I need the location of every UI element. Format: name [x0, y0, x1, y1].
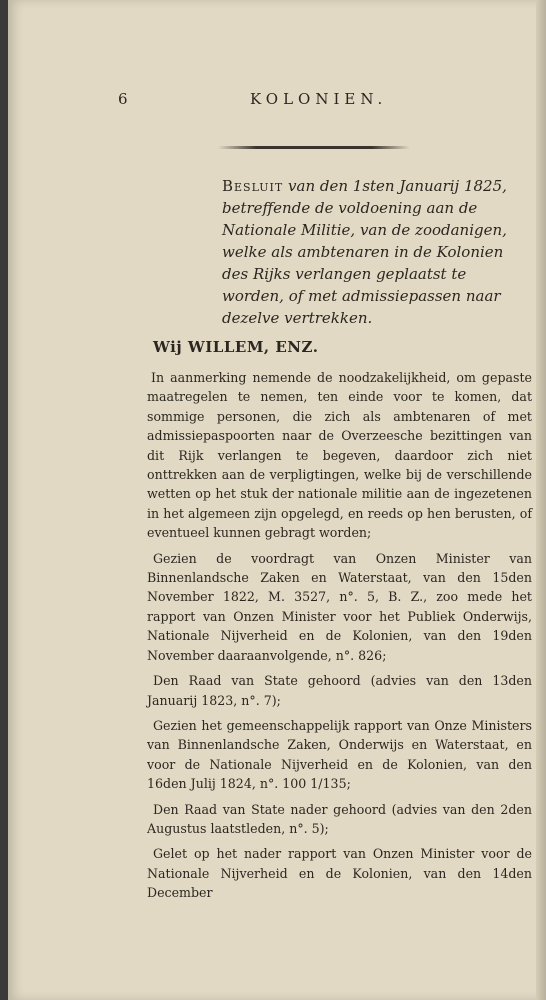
paragraph-5: Den Raad van State nader gehoord (advies van den 2den Augustus laatstleden, n°. 5);	[147, 801, 532, 836]
book-page	[8, 0, 546, 1000]
decree-body	[147, 368, 532, 909]
paragraph-1: In aanmerking nemende de noodzakelijkheid, om gepaste maatregelen te nemen, ten einde voor te komen, dat sommige personen, die zich als ambtenaren of met admissiepaspoorten naar de Overzeesche bezittingen van dit Rijk verlangen te begeven, daardoor zich niet onttrekken aan de verpligtingen, welke bij de verschillende wetten op het stuk der nationale militie aan de ingezetenen in het algemeen zijn opgelegd, en reeds op hen berusten, of eventueel kunnen gebragt worden;	[147, 370, 532, 541]
page-edge	[536, 0, 546, 1000]
page-header	[118, 90, 418, 112]
decree-intro: Wij WILLEM, ENZ.	[153, 338, 319, 356]
decree-lead-word: Besluit	[222, 177, 284, 195]
page-number: 6	[118, 90, 128, 108]
decree-title-text: van den 1sten Januarij 1825, betreffende de voldoening aan de Nationale Militie, van de zoodanigen, welke als ambtenaren in de Kolonien des Rijks verlangen geplaatst te worden, of met admissiepassen naar dezelve vertrekken.	[222, 177, 507, 327]
paragraph-2: Gezien de voordragt van Onzen Minister van Binnenlandsche Zaken en Waterstaat, van den 15den November 1822, M. 3527, n°. 5, B. Z., zoo mede het rapport van Onzen Minister voor het Publiek Onderwijs, Nationale Nijverheid en de Kolonien, van den 19den November daaraanvolgende, n°. 826;	[147, 550, 532, 663]
decree-title	[222, 175, 532, 329]
ornamental-rule	[218, 146, 410, 149]
running-title: KOLONIEN.	[250, 90, 388, 108]
paragraph-4: Gezien het gemeenschappelijk rapport van Onze Ministers van Binnenlandsche Zaken, Onderwijs en Waterstaat, en voor de Nationale Nijverheid en de Kolonien, van den 16den Julij 1824, n°. 100 1/135;	[147, 717, 532, 792]
paragraph-6: Gelet op het nader rapport van Onzen Minister voor de Nationale Nijverheid en de Kolonien, van den 14den December	[147, 846, 532, 901]
paragraph-3: Den Raad van State gehoord (advies van den 13den Januarij 1823, n°. 7);	[147, 673, 532, 708]
